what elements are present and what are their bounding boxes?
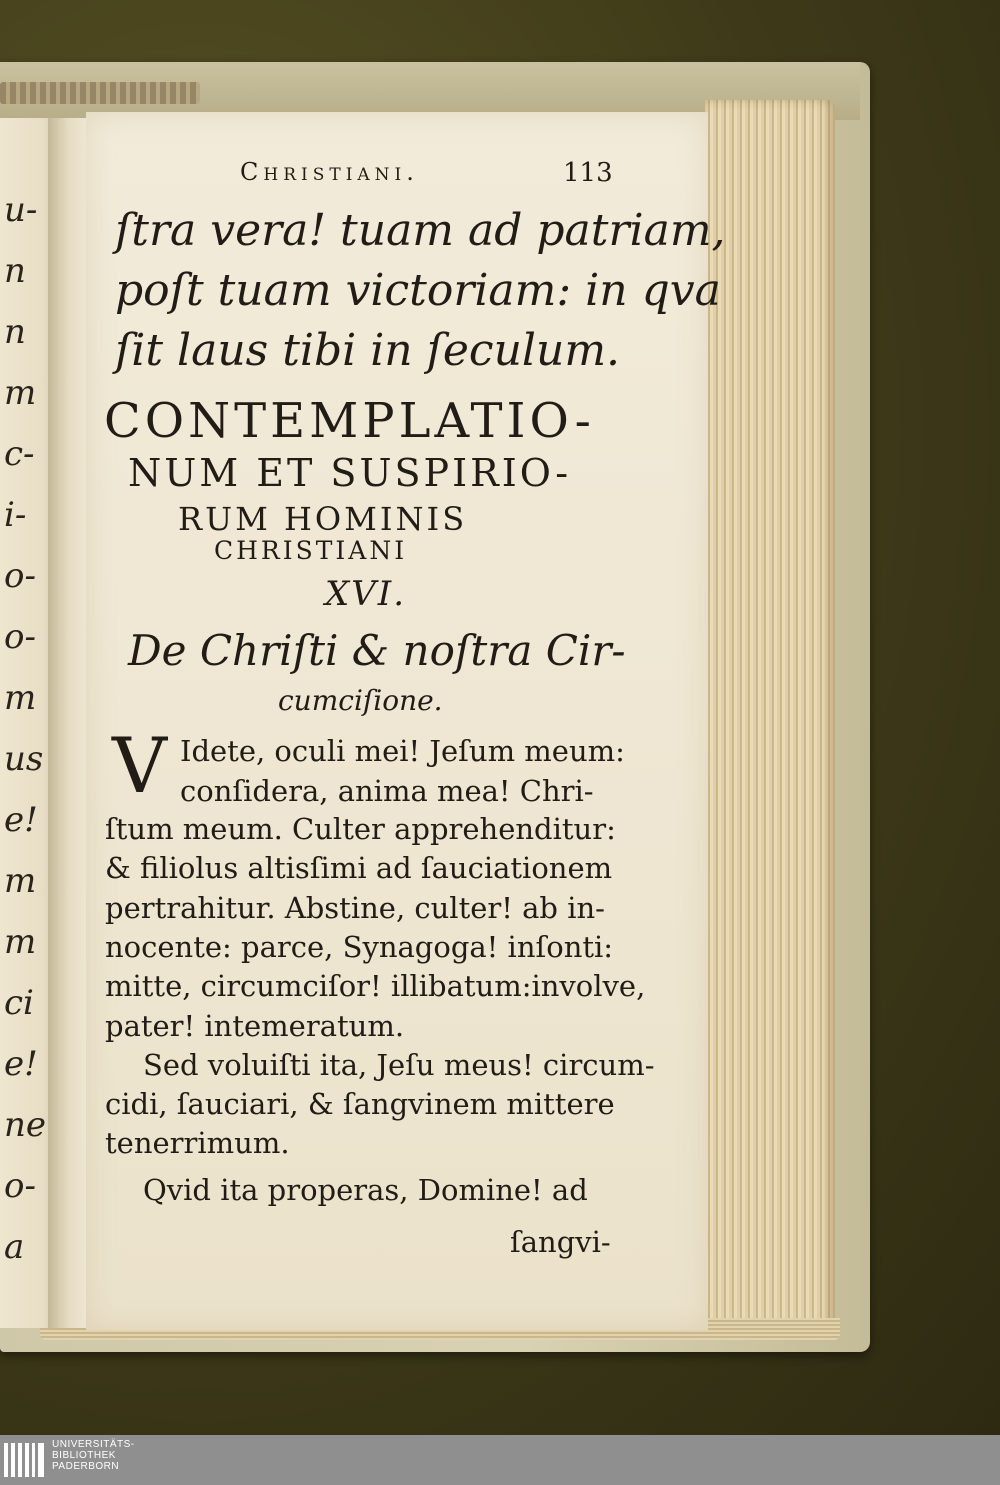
body-line: pater! intemeratum. <box>105 1009 405 1043</box>
drop-cap: V <box>112 721 167 810</box>
left-page-fragment: m <box>4 678 37 718</box>
left-page-fragment: m <box>4 373 37 413</box>
section-title-line: CONTEMPLATIO- <box>104 393 595 449</box>
left-page-fragment: c- <box>4 434 35 474</box>
section-title-line: RUM HOMINIS <box>178 500 468 538</box>
left-page-fragment: m <box>4 861 37 901</box>
left-page-fragment: u- <box>4 190 38 230</box>
left-page-fragment: ne <box>4 1105 47 1145</box>
body-line: pertrahitur. Abstine, culter! ab in- <box>105 891 605 925</box>
section-title-line: CHRISTIANI <box>214 536 408 565</box>
left-page-fragment: e! <box>4 800 38 840</box>
logo-line: BIBLIOTHEK <box>52 1450 116 1461</box>
left-page-fragment: o- <box>4 556 36 596</box>
catchword: ſangvi- <box>510 1225 611 1259</box>
logo-line: UNIVERSITÄTS- <box>52 1439 135 1450</box>
body-line: mitte, circumciſor! illibatum:involve, <box>105 969 646 1003</box>
page-number: 113 <box>563 158 613 188</box>
headband <box>0 82 200 104</box>
verse-line: ſit laus tibi in ſeculum. <box>115 325 621 376</box>
library-logo-icon <box>4 1443 44 1477</box>
gutter <box>48 118 90 1328</box>
footer-bar <box>0 1435 1000 1485</box>
body-line: Qvid ita properas, Domine! ad <box>143 1173 588 1207</box>
page-block-edges <box>705 100 835 1335</box>
body-line: Sed voluiſti ita, Jeſu meus! circum- <box>143 1048 655 1082</box>
body-line: Idete, oculi mei! Jeſum meum: <box>180 734 625 768</box>
left-page-fragment: e! <box>4 1044 38 1084</box>
logo-line: PADERBORN <box>52 1461 120 1472</box>
section-numeral: XVI. <box>325 574 406 614</box>
left-page-fragment: o- <box>4 617 36 657</box>
verse-line: ſtra vera! tuam ad patriam, <box>115 205 726 256</box>
left-page-fragment: i- <box>4 495 27 535</box>
verse-line: poſt tuam victoriam: in qva <box>115 265 721 316</box>
library-logo-text <box>52 1439 135 1472</box>
left-page-fragment: ci <box>4 983 34 1023</box>
body-line: ſtum meum. Culter apprehenditur: <box>105 812 616 846</box>
body-line: nocente: parce, Synagoga! inſonti: <box>105 930 614 964</box>
left-page-fragment: m <box>4 922 37 962</box>
section-title-line: NUM ET SUSPIRIO- <box>128 451 572 495</box>
left-page-fragment: a <box>4 1227 25 1267</box>
subtitle-line: De Chriſti & noſtra Cir- <box>128 626 626 675</box>
left-page-fragment: n <box>4 251 26 291</box>
body-line: tenerrimum. <box>105 1126 290 1160</box>
body-line: conſidera, anima mea! Chri- <box>180 774 594 808</box>
subtitle-line: cumciſione. <box>278 684 443 717</box>
left-page-fragment: o- <box>4 1166 36 1206</box>
left-page-fragment: us <box>4 739 44 779</box>
left-page-fragment: n <box>4 312 26 352</box>
body-line: & filiolus altisſimi ad ſauciationem <box>105 851 613 885</box>
body-line: cidi, ſauciari, & ſangvinem mittere <box>105 1087 615 1121</box>
running-head: Christiani. <box>240 158 419 186</box>
